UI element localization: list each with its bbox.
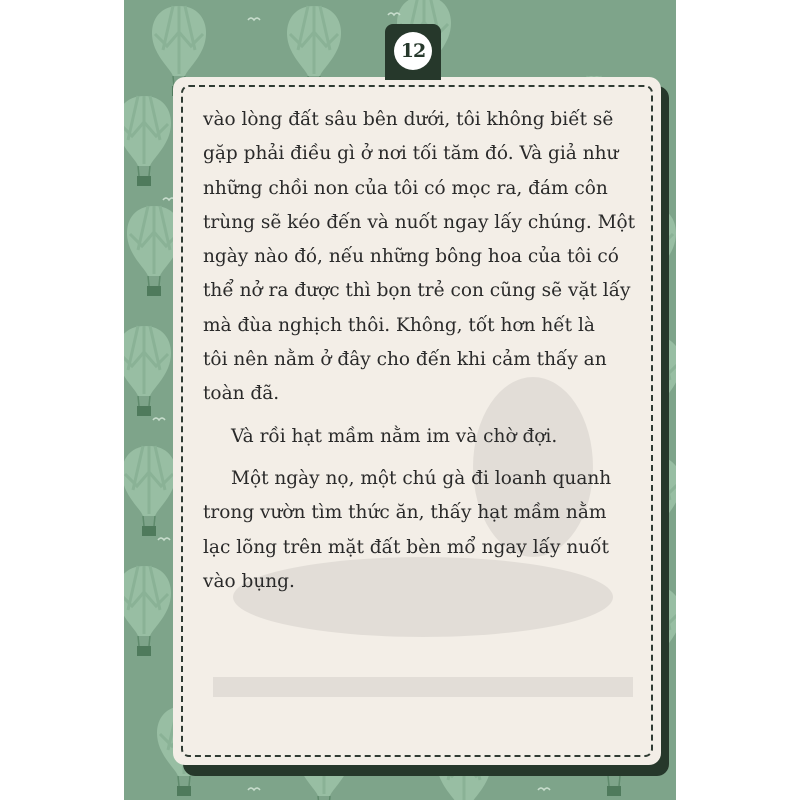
text-line: ngày nào đó, nếu những bông hoa của tôi có bbox=[203, 246, 619, 268]
paragraph-2 bbox=[203, 420, 633, 454]
story-text bbox=[203, 103, 636, 599]
text-line: những chồi non của tôi có mọc ra, đám côn bbox=[203, 177, 608, 199]
text-line: gặp phải điều gì ở nơi tối tăm đó. Và giả như bbox=[203, 143, 619, 165]
page-number: 12 bbox=[400, 40, 426, 62]
text-line: lạc lõng trên mặt đất bèn mổ ngay lấy nuốt bbox=[203, 536, 609, 558]
text-line: Một ngày nọ, một chú gà đi loanh quanh bbox=[231, 467, 612, 489]
text-line: vào bụng. bbox=[203, 570, 295, 592]
text-card bbox=[173, 77, 661, 765]
text-line: mà đùa nghịch thôi. Không, tốt hơn hết là bbox=[203, 314, 595, 336]
paragraph-3 bbox=[203, 462, 633, 599]
text-line: tôi nên nằm ở đây cho đến khi cảm thấy an bbox=[203, 349, 607, 371]
text-line: trong vườn tìm thức ăn, thấy hạt mầm nằm bbox=[203, 502, 607, 524]
text-line: toàn đã. bbox=[203, 383, 280, 405]
page-number-circle bbox=[394, 32, 432, 70]
text-line: thể nở ra được thì bọn trẻ con cũng sẽ vặt lấy bbox=[203, 280, 631, 302]
paragraph-1 bbox=[203, 103, 636, 412]
page-number-tab bbox=[385, 24, 441, 80]
text-line: Và rồi hạt mầm nằm im và chờ đợi. bbox=[231, 425, 558, 447]
text-line: trùng sẽ kéo đến và nuốt ngay lấy chúng. Một bbox=[203, 211, 636, 233]
text-line: vào lòng đất sâu bên dưới, tôi không biết sẽ bbox=[203, 109, 614, 130]
